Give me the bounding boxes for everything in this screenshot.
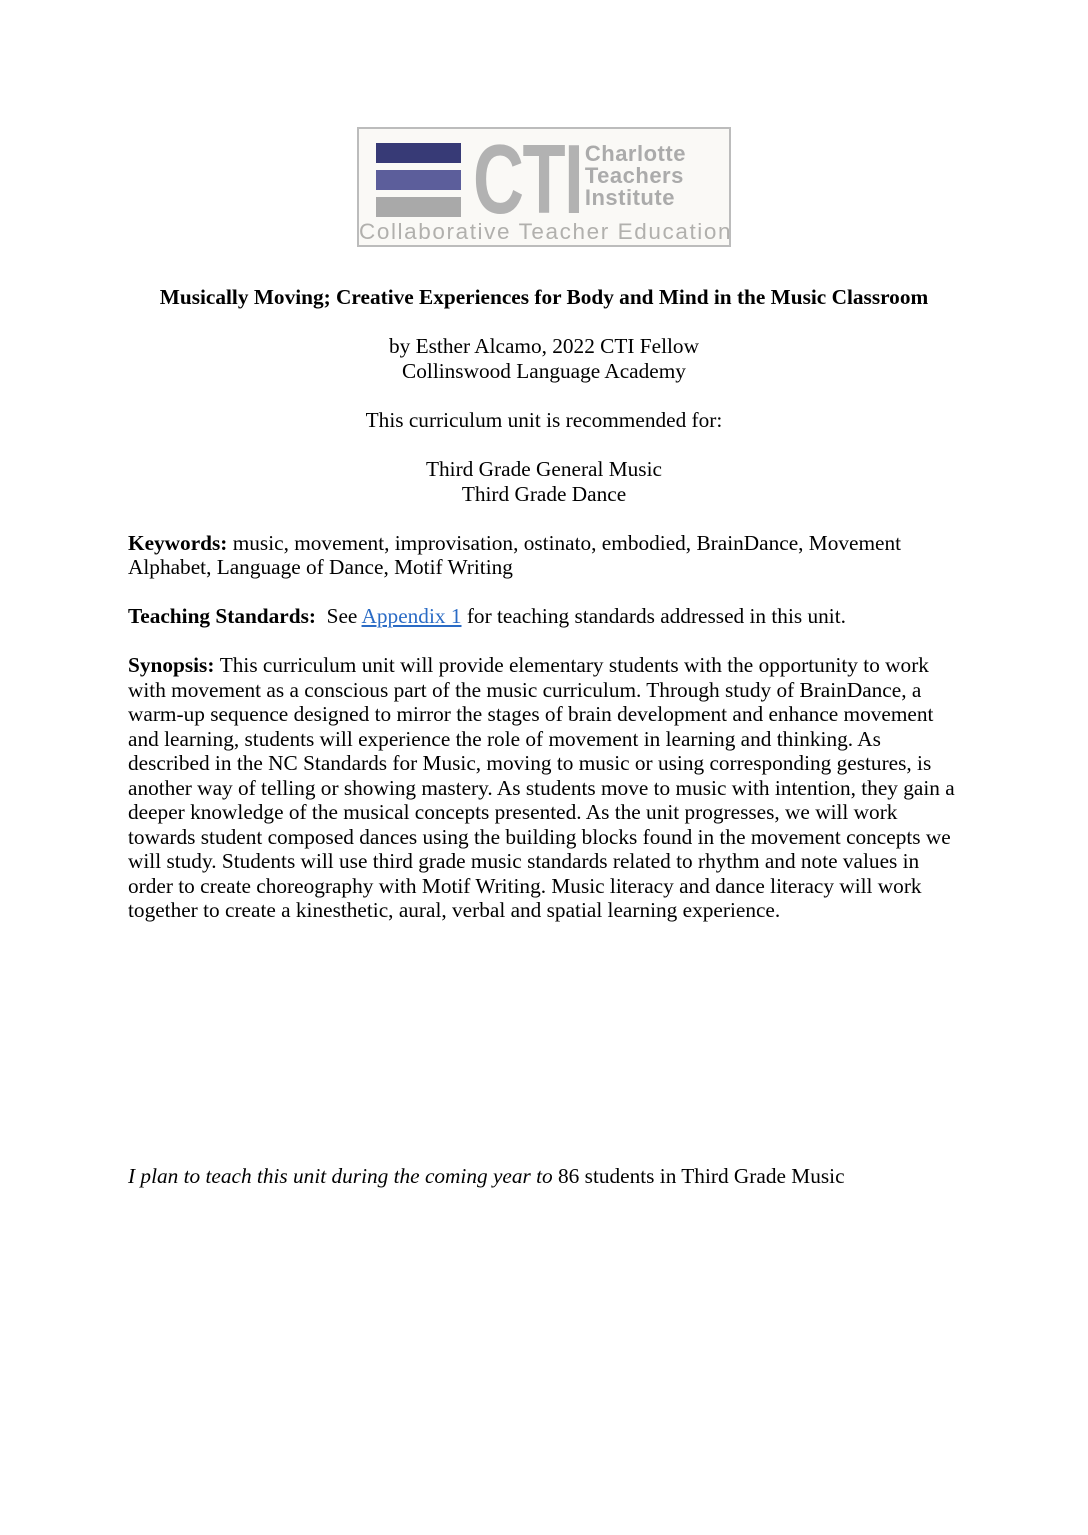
document-content: [128, 285, 960, 1188]
logo-tagline: Collaborative Teacher Education: [359, 219, 733, 244]
school-name: Collinswood Language Academy: [402, 358, 686, 383]
logo-bar-middle: [376, 170, 461, 190]
teaching-standards-pre-link: See: [315, 604, 362, 628]
recommended-list: [128, 457, 960, 506]
logo-org-name: [585, 142, 686, 209]
unit-title: Musically Moving; Creative Experiences for Body and Mind in the Music Classroom: [159, 285, 929, 309]
logo-org-line: Institute: [584, 185, 675, 210]
appendix-1-link[interactable]: Appendix 1: [361, 604, 462, 628]
teaching-standards-post-link: for teaching standards addressed in this unit.: [461, 604, 846, 628]
byline-block: [128, 334, 960, 383]
logo-cti-acronym: CTI: [473, 124, 583, 234]
logo-bar-bottom: [376, 197, 461, 217]
byline: by Esther Alcamo, 2022 CTI Fellow: [389, 334, 699, 358]
synopsis-text: This curriculum unit will provide elementary students with the opportunity to work with movement as a conscious part of the music curriculum. Through study of BrainDance, a warm-up sequence designed to mirror the stages of brain development and enhance movement and learning, students will experience the role of movement in learning and thinking. As described in the NC Standards for Music, moving to music or using corresponding gestures, is another way of telling or showing mastery. As students move to music with intention, they gain a deeper knowledge of the musical concepts presented. As the unit progresses, we will work towards student composed dances using the building blocks found in the movement concepts we will study. Students will use third grade music standards related to rhythm and note values in order to create choreography with Motif Writing. Music literacy and dance literacy will work together to create a kinesthetic, aural, verbal and spatial learning experience.: [128, 653, 961, 922]
logo-bar-top: [376, 143, 461, 163]
keywords-paragraph: [128, 531, 960, 580]
teaching-standards-paragraph: [128, 604, 960, 629]
keywords-label: Keywords:: [128, 530, 233, 555]
logo-org-line: Charlotte: [584, 141, 686, 166]
logo-org-line: Teachers: [584, 163, 684, 188]
recommended-item: Third Grade General Music: [426, 457, 662, 481]
synopsis-paragraph: [128, 653, 960, 923]
teaching-standards-label: Teaching Standards:: [128, 604, 316, 628]
footer-regular-text: 86 students in Third Grade Music: [558, 1163, 845, 1188]
synopsis-label: Synopsis:: [128, 653, 220, 677]
keywords-text: music, movement, improvisation, ostinato, embodied, BrainDance, Movement Alphabet, Language of Dance, Motif Writing: [128, 530, 906, 579]
document-page: [0, 124, 1088, 1535]
recommended-item: Third Grade Dance: [461, 481, 627, 506]
footer-note: [128, 1164, 960, 1189]
logo-bars-icon: [376, 143, 461, 217]
footer-italic-text: I plan to teach this unit during the coming year to: [128, 1163, 559, 1188]
recommended-intro: This curriculum unit is recommended for:: [365, 408, 723, 432]
cti-logo: [357, 124, 733, 247]
